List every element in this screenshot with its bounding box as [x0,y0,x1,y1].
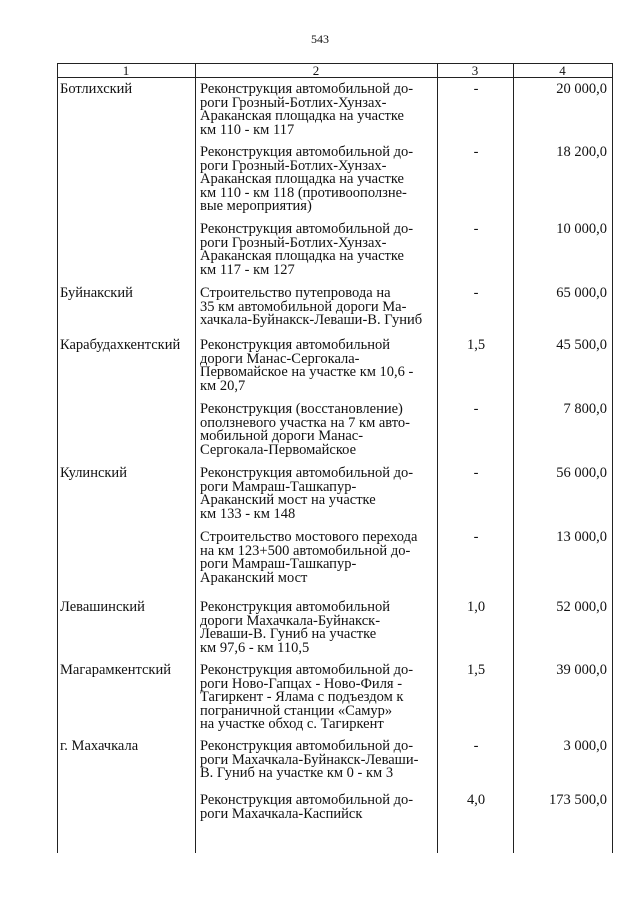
district-cell: Левашинский [60,599,145,615]
length-cell: 1,5 [466,662,486,678]
amount-cell: 39 000,0 [556,662,607,678]
amount-cell: 173 500,0 [549,792,607,808]
description-cell: Реконструкция автомобильной до- роги Мамраш-Ташкапур- Араканский мост на участке км 133 - км 148 [200,465,414,522]
length-cell: 4,0 [466,792,486,808]
amount-cell: 52 000,0 [556,599,607,615]
length-cell: - [473,144,479,160]
description-cell: Строительство путепровода на 35 км автомобильной дороги Ма- хачкала-Буйнакск-Леваши-В. Гуниб [200,285,423,328]
description-cell: Реконструкция автомобильной до- роги Махачкала-Каспийск [200,792,414,822]
amount-cell: 45 500,0 [556,337,607,353]
length-cell: - [473,285,479,301]
district-cell: Ботлихский [60,81,133,97]
description-cell: Реконструкция автомобильной до- роги Ново-Гапцах - Ново-Филя - Тагиркент - Ялама с подъездом к пограничной станции «Самур» на участке обход с. Тагиркент [200,662,414,732]
column-border [57,63,58,853]
column-border [437,63,438,853]
column-header: 1 [122,63,130,78]
length-cell: 1,5 [466,337,486,353]
budget-table [57,63,613,853]
district-cell: Кулинский [60,465,127,481]
description-cell: Реконструкция (восстановление) оползневого участка на 7 км авто- мобильной дороги Манас- Сергокала-Первомайское [200,401,411,458]
amount-cell: 13 000,0 [556,529,607,545]
district-cell: Буйнакский [60,285,133,301]
length-cell: - [473,529,479,545]
column-header: 3 [471,63,479,78]
description-cell: Реконструкция автомобильной до- роги Грозный-Ботлих-Хунзах- Араканская площадка на участке км 110 - км 118 (противооползне- вые мероприятия) [200,144,414,214]
description-cell: Реконструкция автомобильной до- роги Махачкала-Буйнакск-Леваши- В. Гуниб на участке км 0 - км 3 [200,738,419,781]
description-cell: Реконструкция автомобильной дороги Манас-Сергокала- Первомайское на участке км 10,6 - км 20,7 [200,337,414,394]
district-cell: Магарамкентский [60,662,171,678]
length-cell: - [473,401,479,417]
column-header: 2 [312,63,320,78]
amount-cell: 7 800,0 [563,401,607,417]
column-header: 4 [559,63,566,78]
amount-cell: 65 000,0 [556,285,607,301]
amount-cell: 20 000,0 [556,81,607,97]
amount-cell: 3 000,0 [563,738,607,754]
page-number: 543 [311,32,329,46]
length-cell: 1,0 [466,599,486,615]
amount-cell: 18 200,0 [556,144,607,160]
amount-cell: 10 000,0 [556,221,607,237]
length-cell: - [473,465,479,481]
column-border [513,63,514,853]
district-cell: г. Махачкала [60,738,139,754]
column-border [195,63,196,853]
description-cell: Реконструкция автомобильной до- роги Грозный-Ботлих-Хунзах- Араканская площадка на участке км 117 - км 127 [200,221,414,278]
length-cell: - [473,221,479,237]
amount-cell: 56 000,0 [556,465,607,481]
description-cell: Строительство мостового перехода на км 123+500 автомобильной до- роги Мамраш-Ташкапур- Араканский мост [200,529,418,586]
column-border [612,63,613,853]
length-cell: - [473,81,479,97]
header-bottom-border [57,77,613,78]
length-cell: - [473,738,479,754]
description-cell: Реконструкция автомобильной до- роги Грозный-Ботлих-Хунзах- Араканская площадка на участке км 110 - км 117 [200,81,414,138]
district-cell: Карабудахкентский [60,337,181,353]
description-cell: Реконструкция автомобильной дороги Махачкала-Буйнакск- Леваши-В. Гуниб на участке км 97,6 - км 110,5 [200,599,390,656]
